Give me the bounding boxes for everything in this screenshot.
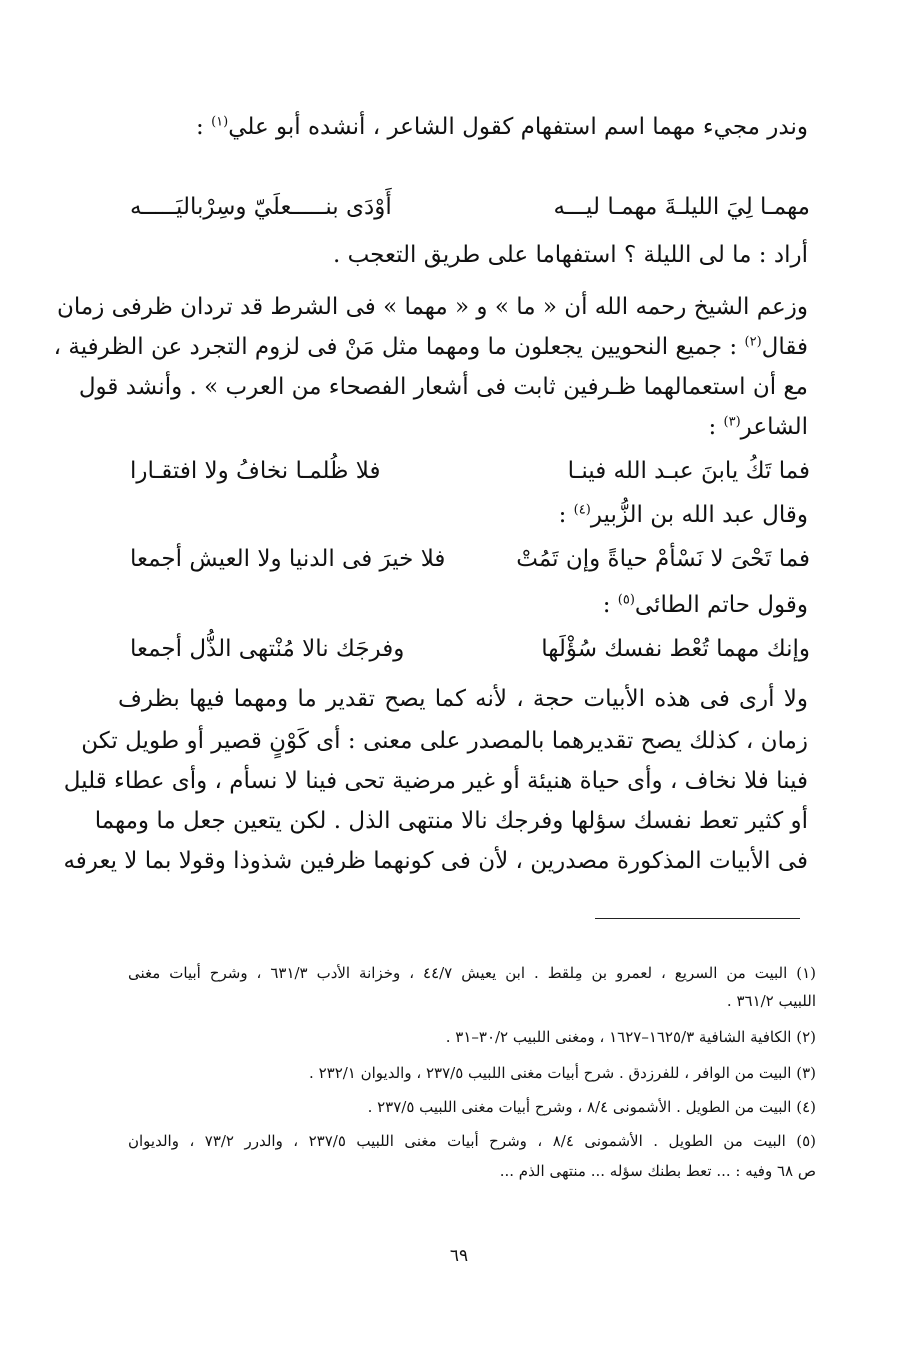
footnote-5-line-2: ص ٦٨ وفيه : ... تعط بطنك سؤله ... منتهى الذم ... bbox=[499, 1162, 816, 1180]
verse-1-first-hemistich: مهمـا لِيَ الليلـةَ مهمـا ليـــه bbox=[553, 194, 810, 220]
footnote-ref-3: (٣) bbox=[723, 414, 741, 430]
zubair-line bbox=[118, 498, 808, 532]
footnote-1-line-2: اللبيب ٣٦١/٢ . bbox=[726, 992, 816, 1010]
footnote-ref-4: (٤) bbox=[573, 502, 591, 518]
para3-line-1: ولا أرى فى هذه الأبيات حجة ، لأنه كما يصح تقدير ما ومهما فيها بظرف bbox=[118, 686, 808, 712]
zubair-intro: وقال عبد الله بن الزُّبير bbox=[590, 502, 808, 528]
para3-line-4: أو كثير تعط نفسك سؤلها وفرجك نالا منتهى الذل . لكن يتعين جعل ما ومهما bbox=[94, 808, 808, 834]
verse-1-second-hemistich: أَوْدَى بنـــــعلَيّ وسِرْباليَـــــه bbox=[130, 194, 392, 220]
footnote-5-line-1: (٥) البيت من الطويل . الأشمونى ٨/٤ ، وشرح أبيات مغنى اللبيب ٢٣٧/٥ ، والدرر ٧٣/٢ ، والديوان bbox=[128, 1132, 816, 1150]
footnote-1-line-1: (١) البيت من السريع ، لعمرو بن مِلقط . ابن يعيش ٤٤/٧ ، وخزانة الأدب ٦٣١/٣ ، وشرح أبيات مغنى bbox=[128, 964, 816, 982]
intro-tail: : bbox=[196, 114, 212, 140]
poet-intro-tail: : bbox=[708, 414, 724, 440]
footnote-ref-5: (٥) bbox=[617, 592, 635, 608]
para2-line-4 bbox=[118, 410, 808, 444]
intro-line bbox=[118, 110, 808, 144]
page-number: ٦٩ bbox=[449, 1246, 469, 1266]
poet-intro: الشاعر bbox=[740, 414, 808, 440]
hatim-line bbox=[118, 588, 808, 622]
verse-3-second-hemistich: فلا خيرَ فى الدنيا ولا العيش أجمعا bbox=[130, 546, 446, 572]
para3-line-5: فى الأبيات المذكورة مصدرين ، لأن فى كونهما ظرفين شذوذا وقولا بما لا يعرفه bbox=[63, 848, 808, 874]
verse-3-first-hemistich: فما تَحْىَ لا نَسْأمْ حياةً وإن تَمُتْ bbox=[516, 546, 810, 572]
explanation-line: أراد : ما لى الليلة ؟ استفهاما على طريق التعجب . bbox=[332, 242, 808, 268]
zubair-tail: : bbox=[558, 502, 574, 528]
para2-line-2-rest: : جميع النحويين يجعلون ما ومهما مثل مَنْ فى لزوم التجرد عن الظرفية ، bbox=[53, 334, 745, 360]
verse-4 bbox=[130, 630, 810, 668]
verse-1 bbox=[130, 188, 810, 226]
footnote-4: (٤) البيت من الطويل . الأشمونى ٨/٤ ، وشرح أبيات مغنى اللبيب ٢٣٧/٥ . bbox=[367, 1098, 816, 1116]
verse-2-first-hemistich: فما تَكُ يابنَ عبـد الله فينـا bbox=[567, 458, 810, 484]
footnote-ref-1: (١) bbox=[211, 114, 229, 130]
para3-line-3: فينا فلا نخاف ، وأى حياة هنيئة أو غير مرضية تحى فينا لا نسأم ، وأى عطاء قليل bbox=[63, 768, 808, 794]
para2-line-1: وزعم الشيخ رحمه الله أن « ما » و « مهما » فى الشرط قد تردان ظرفى زمان bbox=[57, 294, 808, 320]
verse-2-second-hemistich: فلا ظُلمـا نخافُ ولا افتقـارا bbox=[130, 458, 381, 484]
para2-line-2-start: فقال bbox=[761, 334, 808, 360]
para3-line-2: زمان ، كذلك يصح تقديرهما بالمصدر على معنى : أى كَوْنٍ قصير أو طويل تكن bbox=[81, 728, 808, 754]
footnote-2: (٢) الكافية الشافية ١٦٢٥/٣–١٦٢٧ ، ومغنى اللبيب ٣٠/٢–٣١ . bbox=[445, 1028, 816, 1046]
footnote-separator bbox=[595, 918, 800, 919]
footnote-3: (٣) البيت من الوافر ، للفرزدق . شرح أبيات مغنى اللبيب ٢٣٧/٥ ، والديوان ٢٣٢/١ . bbox=[309, 1064, 816, 1082]
para2-line-3: مع أن استعمالهما ظـرفين ثابت فى أشعار الفصحاء من العرب » . وأنشد قول bbox=[78, 374, 808, 400]
intro-text: وندر مجيء مهما اسم استفهام كقول الشاعر ، أنشده أبو علي bbox=[228, 114, 808, 140]
footnote-ref-2: (٢) bbox=[744, 334, 762, 350]
para2-line-2 bbox=[53, 330, 808, 364]
verse-4-second-hemistich: وفرجَك نالا مُنْتهى الذُّل أجمعا bbox=[130, 636, 405, 662]
hatim-intro: وقول حاتم الطائى bbox=[634, 592, 808, 618]
hatim-tail: : bbox=[602, 592, 618, 618]
verse-2 bbox=[130, 452, 810, 490]
verse-4-first-hemistich: وإنك مهما تُعْط نفسك سُؤْلَها bbox=[541, 636, 810, 662]
verse-3 bbox=[130, 540, 810, 578]
